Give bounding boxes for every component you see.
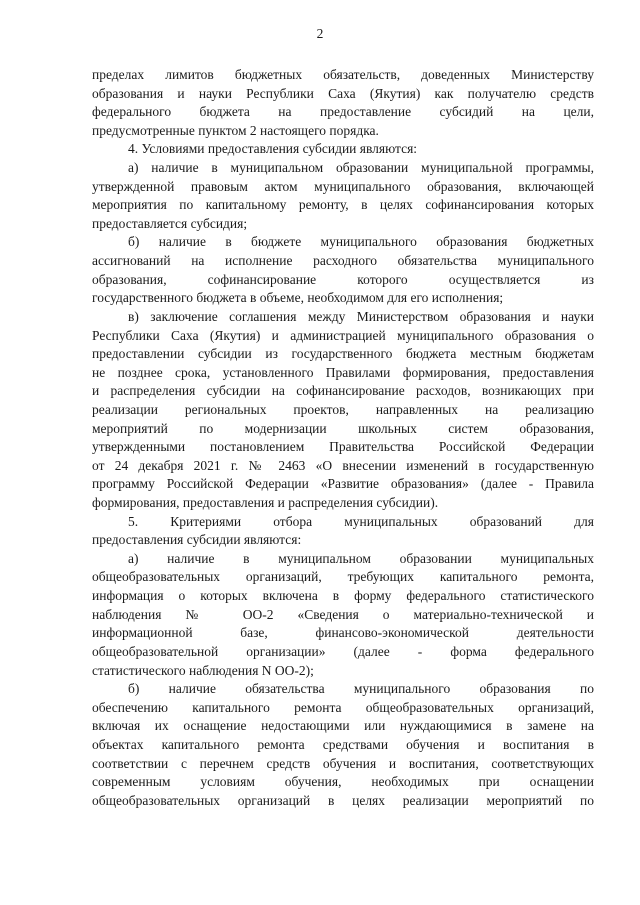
text-line: общеобразовательных организаций в целях реализации мероприятий по: [92, 792, 594, 808]
text-line: объектах капитального ремонта средствами обучения и воспитания в: [92, 736, 594, 752]
text-line: образования, софинансирование которого осуществляется из: [92, 271, 594, 287]
text-line: утвержденной правовым актом муниципального образования, включающей: [92, 178, 594, 194]
text-line: образования и науки Республики Саха (Якутия) как получателю средств: [92, 85, 594, 101]
text-line: не позднее срока, установленного Правилами формирования, предоставления: [92, 364, 594, 380]
text-line: общеобразовательной организации» (далее - форма федерального: [92, 643, 594, 659]
text-line: предоставления субсидии являются:: [92, 532, 302, 548]
text-line: государственного бюджета в объеме, необходимом для его исполнения;: [92, 290, 504, 306]
text-line: б) наличие обязательства муниципального образования по: [128, 681, 594, 697]
text-line: программу Российской Федерации «Развитие образования» (далее - Правила: [92, 476, 594, 492]
text-line: а) наличие в муниципальном образовании муниципальных: [128, 550, 594, 566]
text-line: информационной базе, финансово-экономической деятельности: [92, 625, 594, 641]
text-line: обеспечению капитального ремонта общеобразовательных организаций,: [92, 699, 594, 715]
text-line: от 24 декабря 2021 г. № 2463 «О внесении изменений в государственную: [92, 457, 594, 473]
text-line: статистического наблюдения N ОО-2);: [92, 662, 314, 678]
text-line: формирования, предоставления и распределения субсидии).: [92, 495, 439, 511]
text-line: предоставлении субсидии из государственного бюджета местным бюджетам: [92, 346, 594, 362]
text-line: мероприятий по модернизации школьных систем образования,: [92, 420, 594, 436]
text-line: федерального бюджета на предоставление субсидий на цели,: [92, 104, 594, 120]
text-line: б) наличие в бюджете муниципального образования бюджетных: [128, 234, 594, 250]
text-line: предоставляется субсидия;: [92, 215, 248, 231]
text-line: 5. Критериями отбора муниципальных образований для: [128, 513, 594, 529]
text-line: и распределения субсидии на софинансирование расходов, возникающих при: [92, 383, 594, 399]
text-line: реализации региональных проектов, направленных на реализацию: [92, 401, 594, 417]
text-line: информация о которых включена в форму федерального статистического: [92, 588, 594, 604]
text-line: 4. Условиями предоставления субсидии являются:: [128, 141, 418, 157]
text-line: общеобразовательных организаций, требующих капитального ремонта,: [92, 569, 594, 585]
text-line: пределах лимитов бюджетных обязательств, доведенных Министерству: [92, 67, 594, 82]
text-line: соответствии с перечнем средств обучения и воспитания, соответствующих: [92, 755, 594, 771]
text-line: современным условиям обучения, необходимых при оснащении: [92, 774, 594, 790]
text-line: наблюдения № ОО-2 «Сведения о материально-технической и: [92, 606, 594, 622]
text-line: а) наличие в муниципальном образовании муниципальной программы,: [128, 160, 594, 176]
text-line: ассигнований на исполнение расходного обязательства муниципального: [92, 253, 594, 269]
text-line: в) заключение соглашения между Министерством образования и науки: [128, 308, 594, 324]
page-number: 2: [316, 26, 324, 41]
text-line: мероприятия по капитальному ремонту, в целях софинансирования которых: [92, 197, 594, 213]
text-line: включая их оснащение недостающими или нуждающимися в замене на: [92, 718, 594, 734]
text-line: утвержденными постановлением Правительства Российской Федерации: [92, 439, 594, 455]
document-body: [92, 66, 594, 810]
text-line: предусмотренные пунктом 2 настоящего порядка.: [92, 122, 379, 138]
text-line: Республики Саха (Якутия) и администрацией муниципального образования о: [92, 327, 594, 343]
